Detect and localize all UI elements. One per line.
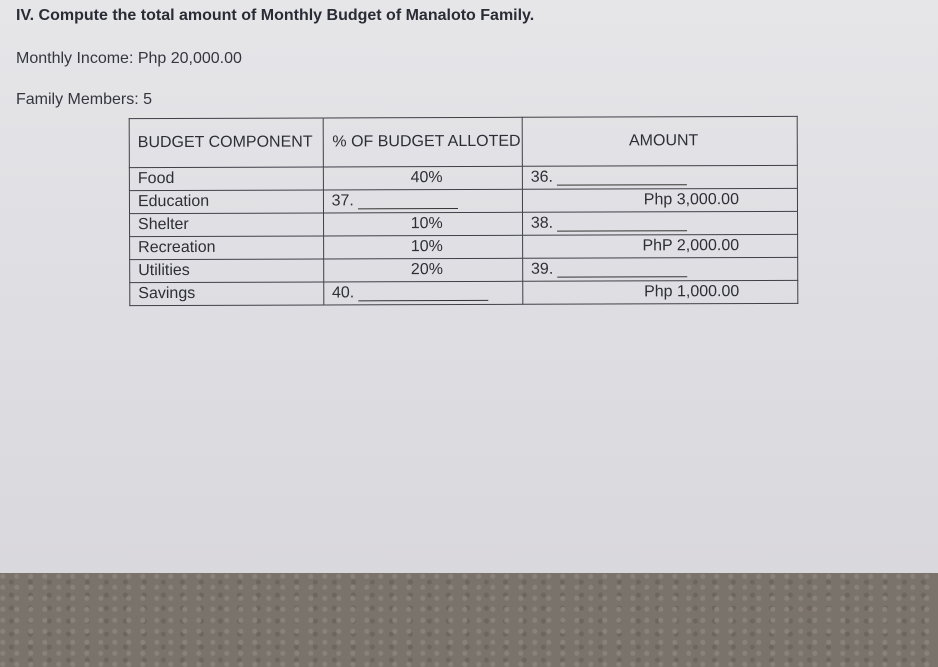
answer-blank[interactable] (557, 216, 687, 231)
cell-amount (522, 257, 797, 281)
cell-component: Recreation (130, 236, 324, 260)
cell-amount (522, 211, 797, 235)
cell-percent (323, 189, 522, 213)
table-row (130, 211, 798, 236)
cell-percent: 20% (323, 258, 522, 282)
monthly-income: Monthly Income: Php 20,000.00 (16, 50, 242, 67)
header-percent: % OF BUDGET ALLOTED (323, 117, 522, 167)
table-row (129, 165, 797, 190)
answer-number: 37. (331, 192, 354, 210)
cell-component: Utilities (130, 259, 324, 283)
cell-component: Food (129, 167, 323, 191)
family-members: Family Members: 5 (16, 91, 153, 108)
table-row (130, 257, 798, 282)
floor-background (0, 573, 938, 667)
cell-component: Education (129, 190, 323, 214)
cell-percent (323, 281, 522, 305)
answer-blank[interactable] (557, 262, 687, 277)
table-row (130, 280, 798, 305)
cell-percent: 40% (323, 166, 522, 190)
cell-percent: 10% (323, 212, 522, 236)
table-row (130, 234, 798, 259)
cell-component: Shelter (130, 213, 324, 237)
cell-amount: Php 3,000.00 (522, 188, 797, 212)
table-row (129, 188, 797, 213)
answer-number: 40. (331, 284, 355, 302)
answer-blank[interactable] (358, 194, 458, 209)
question-heading: IV. Compute the total amount of Monthly Budget of Manaloto Family. (16, 7, 535, 24)
cell-amount: Php 1,000.00 (523, 280, 798, 304)
cell-percent: 10% (323, 235, 522, 259)
budget-table (129, 116, 799, 306)
answer-number: 36. (530, 168, 553, 186)
cell-amount (522, 165, 797, 189)
cell-amount: PhP 2,000.00 (522, 234, 797, 258)
cell-component: Savings (130, 282, 324, 306)
answer-number: 38. (530, 214, 554, 232)
answer-blank[interactable] (358, 285, 488, 300)
header-amount: AMOUNT (522, 116, 797, 166)
table-header-row (129, 116, 797, 167)
answer-blank[interactable] (557, 170, 687, 185)
answer-number: 39. (530, 260, 554, 278)
header-budget-component: BUDGET COMPONENT (129, 118, 323, 168)
